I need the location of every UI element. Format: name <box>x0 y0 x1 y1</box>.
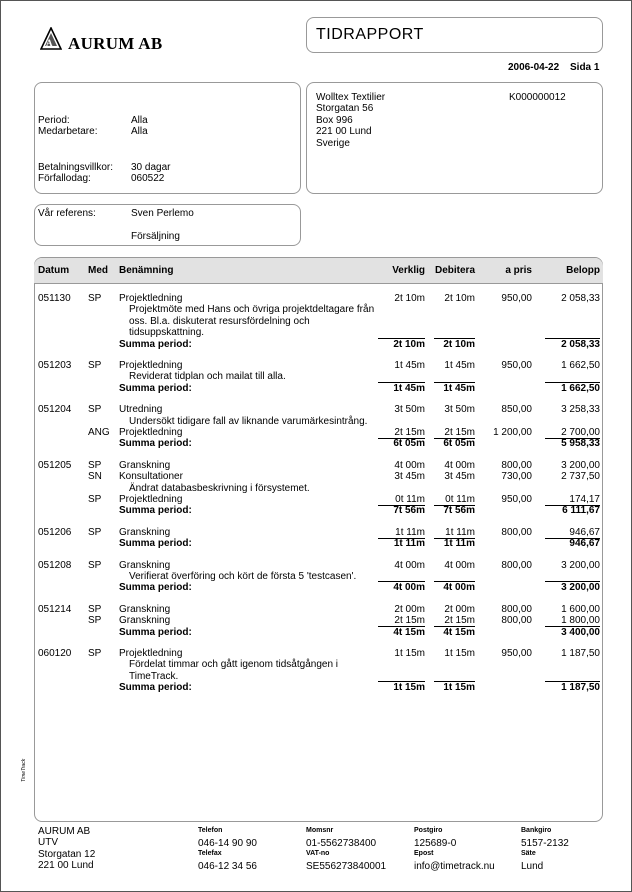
company-logo-icon <box>40 27 62 51</box>
due-date-value: 060522 <box>131 173 165 184</box>
reference-label: Vår referens: <box>38 208 96 219</box>
row-price: 950,00 <box>501 648 532 659</box>
customer-street: Storgatan 56 <box>316 103 374 114</box>
row-price: 950,00 <box>501 360 532 371</box>
row-description: Granskning <box>119 459 171 471</box>
row-description: Projektledning <box>119 494 183 505</box>
row-amount: 2 700,00 <box>561 427 600 438</box>
column-header-actual: Verklig <box>392 265 425 276</box>
row-employee: SP <box>88 648 102 659</box>
page-number: Sida 1 <box>570 62 600 73</box>
footer-postal: 221 00 Lund <box>38 860 94 871</box>
column-header-amount: Belopp <box>566 265 600 276</box>
row-billed: 1t 15m <box>444 648 475 659</box>
row-note: oss. Bl.a. diskuterat resursfördelning och <box>129 315 310 327</box>
row-note: Ändrat databasbeskrivning i försystemet. <box>129 482 310 494</box>
customer-box-address: Box 996 <box>316 115 353 126</box>
row-actual: 2t 10m <box>394 293 425 304</box>
row-description: Projektledning <box>119 293 183 304</box>
row-employee: SP <box>88 615 102 627</box>
period-sum-billed: 1t 11m <box>443 538 475 550</box>
row-date: 051130 <box>38 293 71 304</box>
period-sum-billed: 7t 56m <box>443 505 475 517</box>
row-price: 800,00 <box>501 615 532 627</box>
row-description: Granskning <box>119 603 171 615</box>
period-sum-billed: 6t 05m <box>443 438 475 450</box>
company-name: AURUM AB <box>68 34 163 53</box>
row-actual: 2t 00m <box>394 603 425 615</box>
due-date-label: Förfallodag: <box>38 173 91 184</box>
column-header-price: a pris <box>505 265 532 276</box>
row-price: 730,00 <box>501 471 532 483</box>
period-sum-billed: 4t 15m <box>443 626 475 638</box>
row-billed: 2t 15m <box>444 427 475 438</box>
period-sum-actual: 4t 00m <box>393 582 425 594</box>
period-label: Period: <box>38 115 70 126</box>
row-actual: 2t 15m <box>394 615 425 627</box>
row-amount: 2 058,33 <box>561 293 600 304</box>
row-amount: 3 258,33 <box>561 404 600 416</box>
row-price: 1 200,00 <box>493 427 532 438</box>
footer-fax: 046-12 34 56 <box>198 861 257 872</box>
row-actual: 3t 50m <box>394 404 425 416</box>
row-billed: 4t 00m <box>444 459 475 471</box>
customer-id: K000000012 <box>509 92 566 103</box>
period-sum-label: Summa period: <box>119 505 192 517</box>
row-actual: 0t 11m <box>395 494 425 505</box>
footer-vat: SE556273840001 <box>306 861 387 872</box>
row-date: 051203 <box>38 360 72 371</box>
period-sum-label: Summa period: <box>119 582 192 594</box>
period-sum-label: Summa period: <box>119 682 192 694</box>
column-header-date: Datum <box>38 265 70 276</box>
row-date: 060120 <box>38 648 72 659</box>
row-employee: SP <box>88 404 102 416</box>
row-description: Granskning <box>119 559 171 571</box>
row-employee: SP <box>88 559 102 571</box>
period-sum-amount: 6 111,67 <box>562 505 600 517</box>
row-billed: 3t 45m <box>444 471 475 483</box>
row-amount: 3 200,00 <box>561 559 600 571</box>
footer-postgiro: 125689-0 <box>414 838 457 849</box>
row-note: Verifierat överföring och kört de första 5 'testcasen'. <box>129 571 357 582</box>
row-employee: SP <box>88 459 102 471</box>
period-sum-billed: 1t 45m <box>443 382 475 394</box>
row-price: 800,00 <box>501 603 532 615</box>
row-billed: 2t 10m <box>444 293 475 304</box>
row-amount: 1 187,50 <box>561 648 600 659</box>
period-sum-label: Summa period: <box>119 382 192 394</box>
row-actual: 1t 15m <box>394 648 425 659</box>
period-sum-amount: 5 958,33 <box>561 438 600 450</box>
row-employee: SP <box>88 526 102 538</box>
column-header-employee: Med <box>88 265 108 276</box>
period-sum-actual: 4t 15m <box>393 626 425 638</box>
column-header-description: Benämning <box>119 265 174 276</box>
reference-department: Försäljning <box>131 231 180 242</box>
row-actual: 4t 00m <box>394 559 425 571</box>
footer-org: 01-5562738400 <box>306 838 377 849</box>
row-actual: 1t 11m <box>395 526 425 538</box>
row-actual: 4t 00m <box>394 459 425 471</box>
footer-street: Storgatan 12 <box>38 849 96 860</box>
footer-phone-label: Telefon <box>198 827 223 834</box>
row-employee: SP <box>88 603 102 615</box>
row-billed: 0t 11m <box>445 494 475 505</box>
row-amount: 1 800,00 <box>561 615 600 627</box>
period-value: Alla <box>131 115 148 126</box>
period-sum-billed: 2t 10m <box>443 338 475 350</box>
customer-postal: 221 00 Lund <box>316 126 372 137</box>
employee-label: Medarbetare: <box>38 126 98 137</box>
row-description: Projektledning <box>119 648 183 659</box>
row-actual: 2t 15m <box>394 427 425 438</box>
row-billed: 2t 00m <box>444 603 475 615</box>
row-price: 950,00 <box>501 494 532 505</box>
row-date: 051208 <box>38 559 72 571</box>
row-billed: 3t 50m <box>444 404 475 416</box>
period-sum-actual: 2t 10m <box>393 338 425 350</box>
period-sum-amount: 1 187,50 <box>561 682 600 694</box>
period-sum-actual: 6t 05m <box>393 438 425 450</box>
period-sum-actual: 7t 56m <box>393 505 425 517</box>
row-actual: 3t 45m <box>394 471 425 483</box>
document-title: TIDRAPPORT <box>316 26 424 43</box>
payment-terms-value: 30 dagar <box>131 162 171 173</box>
period-sum-billed: 4t 00m <box>443 582 475 594</box>
row-employee: SP <box>88 293 102 304</box>
row-employee: SN <box>88 471 102 483</box>
footer-fax-label: Telefax <box>198 850 222 857</box>
period-sum-billed: 1t 15m <box>443 682 475 694</box>
footer-bankgiro-label: Bankgiro <box>521 827 552 834</box>
period-sum-label: Summa period: <box>119 438 192 450</box>
customer-name: Wolltex Textilier <box>316 92 386 103</box>
row-amount: 3 200,00 <box>561 459 600 471</box>
period-sum-label: Summa period: <box>119 626 192 638</box>
period-sum-amount: 3 200,00 <box>561 582 600 594</box>
period-sum-actual: 1t 45m <box>393 382 425 394</box>
footer-seat: Lund <box>521 861 544 872</box>
footer-postgiro-label: Postgiro <box>414 827 443 834</box>
row-note: Fördelat timmar och gått igenom tidsåtgången i <box>129 659 338 671</box>
row-note: Projektmöte med Hans och övriga projektdeltagare från <box>129 304 375 316</box>
row-amount: 1 600,00 <box>561 603 600 615</box>
period-sum-amount: 2 058,33 <box>561 338 600 350</box>
footer-vat-label: VAT-no <box>306 850 330 857</box>
footer-phone: 046-14 90 90 <box>198 838 257 849</box>
row-amount: 946,67 <box>569 526 600 538</box>
row-price: 800,00 <box>501 459 532 471</box>
row-actual: 1t 45m <box>394 360 425 371</box>
row-amount: 1 662,50 <box>561 360 600 371</box>
row-amount: 174,17 <box>569 494 600 505</box>
svg-text:A: A <box>46 38 53 48</box>
row-billed: 1t 45m <box>444 360 475 371</box>
row-price: 950,00 <box>501 293 532 304</box>
period-sum-actual: 1t 11m <box>393 538 425 550</box>
footer-company: AURUM AB <box>38 826 91 837</box>
row-description: Utredning <box>119 404 163 416</box>
period-sum-amount: 1 662,50 <box>561 382 600 394</box>
row-note: Reviderat tidplan och mailat till alla. <box>129 371 286 383</box>
footer-email-label: Epost <box>414 850 434 857</box>
reference-name: Sven Perlemo <box>131 208 194 219</box>
customer-country: Sverige <box>316 138 350 149</box>
period-sum-label: Summa period: <box>119 338 192 350</box>
row-billed: 2t 15m <box>444 615 475 627</box>
period-sum-actual: 1t 15m <box>393 682 425 694</box>
row-note: Undersökt tidigare fall av liknande varumärkesintrång. <box>129 415 368 427</box>
footer-bankgiro: 5157-2132 <box>521 838 569 849</box>
payment-terms-label: Betalningsvillkor: <box>38 162 114 173</box>
footer-org-label: Momsnr <box>306 827 334 834</box>
row-description: Projektledning <box>119 427 183 438</box>
row-note: tidsuppskattning. <box>129 327 205 339</box>
period-sum-amount: 3 400,00 <box>561 626 600 638</box>
employee-value: Alla <box>131 126 148 137</box>
row-price: 800,00 <box>501 526 532 538</box>
row-date: 051205 <box>38 459 72 471</box>
row-description: Konsultationer <box>119 471 183 483</box>
row-price: 800,00 <box>501 559 532 571</box>
row-employee: ANG <box>88 427 110 438</box>
row-description: Granskning <box>119 615 171 627</box>
period-sum-label: Summa period: <box>119 538 192 550</box>
period-sum-amount: 946,67 <box>569 538 600 550</box>
row-employee: SP <box>88 360 102 371</box>
row-date: 051206 <box>38 526 72 538</box>
row-amount: 2 737,50 <box>561 471 600 483</box>
row-date: 051214 <box>38 603 72 615</box>
side-logo: TimeTrack <box>21 758 27 782</box>
footer-seat-label: Säte <box>521 850 536 857</box>
row-date: 051204 <box>38 404 72 416</box>
row-description: Granskning <box>119 526 171 538</box>
footer-email: info@timetrack.nu <box>414 861 495 872</box>
row-description: Projektledning <box>119 360 183 371</box>
column-header-billed: Debitera <box>434 265 475 276</box>
row-billed: 1t 11m <box>445 526 475 538</box>
row-billed: 4t 00m <box>444 559 475 571</box>
row-price: 850,00 <box>501 404 532 416</box>
row-employee: SP <box>88 494 102 505</box>
document-date: 2006-04-22 <box>508 62 560 73</box>
row-note: TimeTrack. <box>129 670 179 682</box>
footer-department: UTV <box>38 837 58 848</box>
